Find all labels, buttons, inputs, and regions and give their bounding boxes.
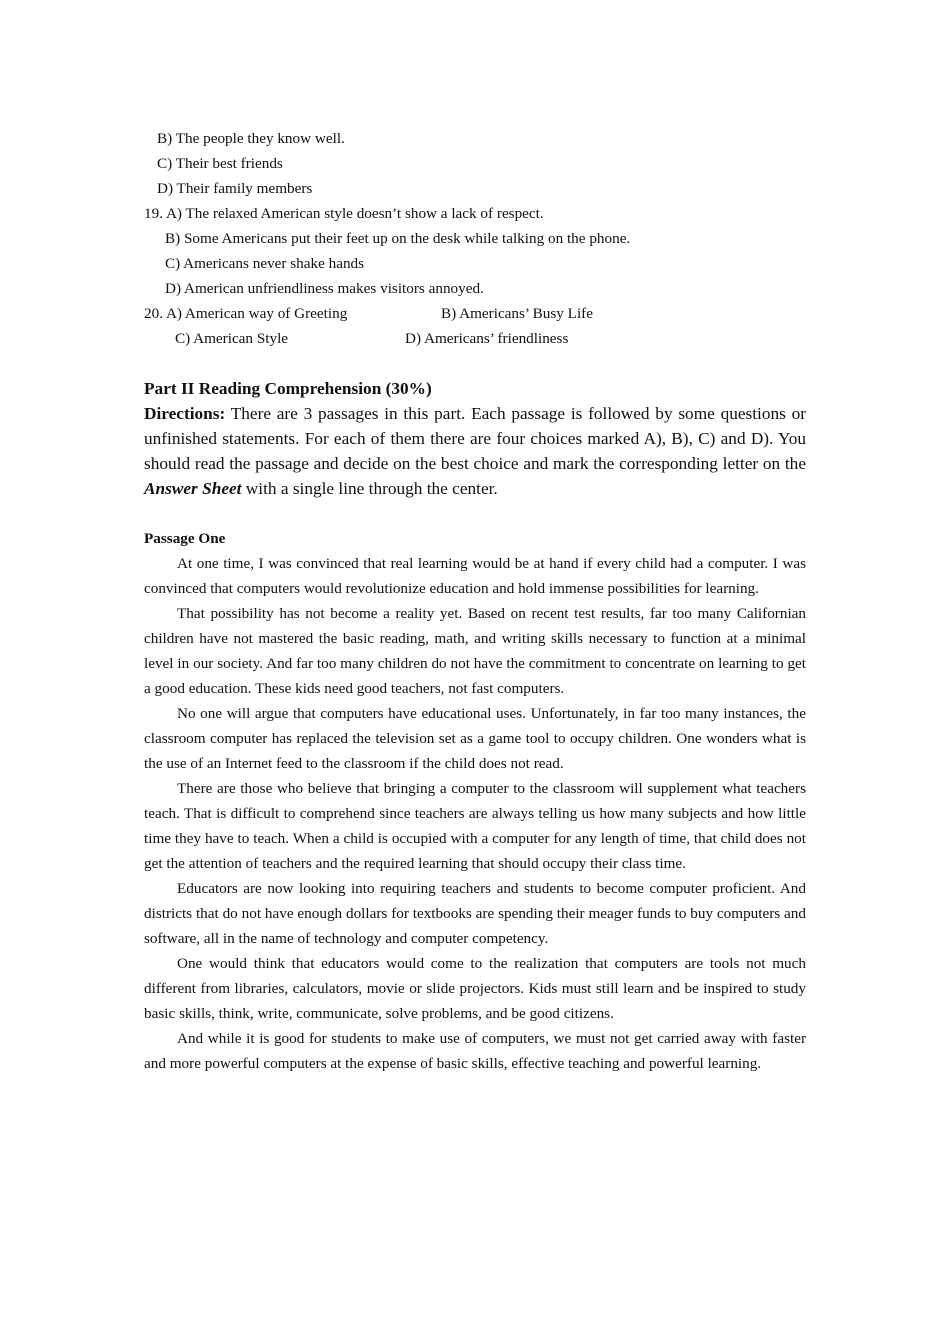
directions-text-1: There are 3 passages in this part. Each passage is followed by some questions or unfinished statements. For each of them there are four choices marked A), B), C) and D). You should read the passage and decide on the best choice and mark the corresponding letter on the xyxy=(144,404,806,473)
directions-paragraph xyxy=(144,401,806,501)
document-page xyxy=(144,126,806,1076)
q20-option-a xyxy=(144,301,441,326)
passage-paragraph-2: That possibility has not become a reality yet. Based on recent test results, far too many Californian children have not mastered the basic reading, math, and writing skills necessary to function at a minimal level in our society. And far too many children do not have the commitment to concentrate on learning to get a good education. These kids need good teachers, not fast computers. xyxy=(144,605,806,697)
q20-a-text: A) American way of Greeting xyxy=(165,305,348,322)
q19-option-d: D) American unfriendliness makes visitors annoyed. xyxy=(165,280,484,297)
passage-paragraph-4: There are those who believe that bringing a computer to the classroom will supplement what teachers teach. That is difficult to comprehend since teachers are always telling us how many subjects and how little time they have to teach. When a child is occupied with a computer for any length of time, that child does not get the attention of teachers and the required learning that should occupy their class time. xyxy=(144,780,806,872)
q20-row-1 xyxy=(144,301,806,326)
directions-text-2: with a single line through the center. xyxy=(241,479,498,498)
q20-row-2 xyxy=(144,326,806,351)
passage-paragraph-5: Educators are now looking into requiring teachers and students to become computer proficient. And districts that do not have enough dollars for textbooks are spending their meager funds to buy computers and software, all in the name of technology and computer competency. xyxy=(144,880,806,947)
q20-option-d: D) Americans’ friendliness xyxy=(405,330,569,347)
q20-option-c: C) American Style xyxy=(175,330,289,347)
q20-option-b: B) Americans’ Busy Life xyxy=(441,305,593,322)
passage-paragraph-7: And while it is good for students to make use of computers, we must not get carried away with faster and more powerful computers at the expense of basic skills, effective teaching and powerful learning. xyxy=(144,1030,806,1072)
passage-paragraph-3: No one will argue that computers have educational uses. Unfortunately, in far too many instances, the classroom computer has replaced the television set as a game tool to occupy children. One wonders what is the use of an Internet feed to the classroom if the child does not read. xyxy=(144,705,806,772)
q18-option-b: B) The people they know well. xyxy=(157,130,345,147)
q19-option-c: C) Americans never shake hands xyxy=(165,255,365,272)
q18-option-c: C) Their best friends xyxy=(157,155,283,172)
q19-option-a xyxy=(144,201,806,226)
passage-paragraph-6: One would think that educators would come to the realization that computers are tools not much different from libraries, calculators, movie or slide projectors. Kids must still learn and be inspired to study basic skills, think, write, communicate, solve problems, and be good citizens. xyxy=(144,955,806,1022)
q19-option-b: B) Some Americans put their feet up on the desk while talking on the phone. xyxy=(165,230,631,247)
passage-title: Passage One xyxy=(144,530,226,547)
answer-sheet-emphasis: Answer Sheet xyxy=(144,479,242,498)
passage-paragraph-1: At one time, I was convinced that real learning would be at hand if every child had a computer. I was convinced that computers would revolutionize education and hold immense possibilities for learning. xyxy=(144,555,806,597)
q19-number: 19. xyxy=(144,205,163,222)
q19-a-text: A) The relaxed American style doesn’t show a lack of respect. xyxy=(165,205,544,222)
q20-number: 20. xyxy=(144,305,163,322)
directions-label: Directions: xyxy=(144,404,226,423)
q18-option-d: D) Their family members xyxy=(157,180,313,197)
part2-heading: Part II Reading Comprehension (30%) xyxy=(144,379,432,398)
